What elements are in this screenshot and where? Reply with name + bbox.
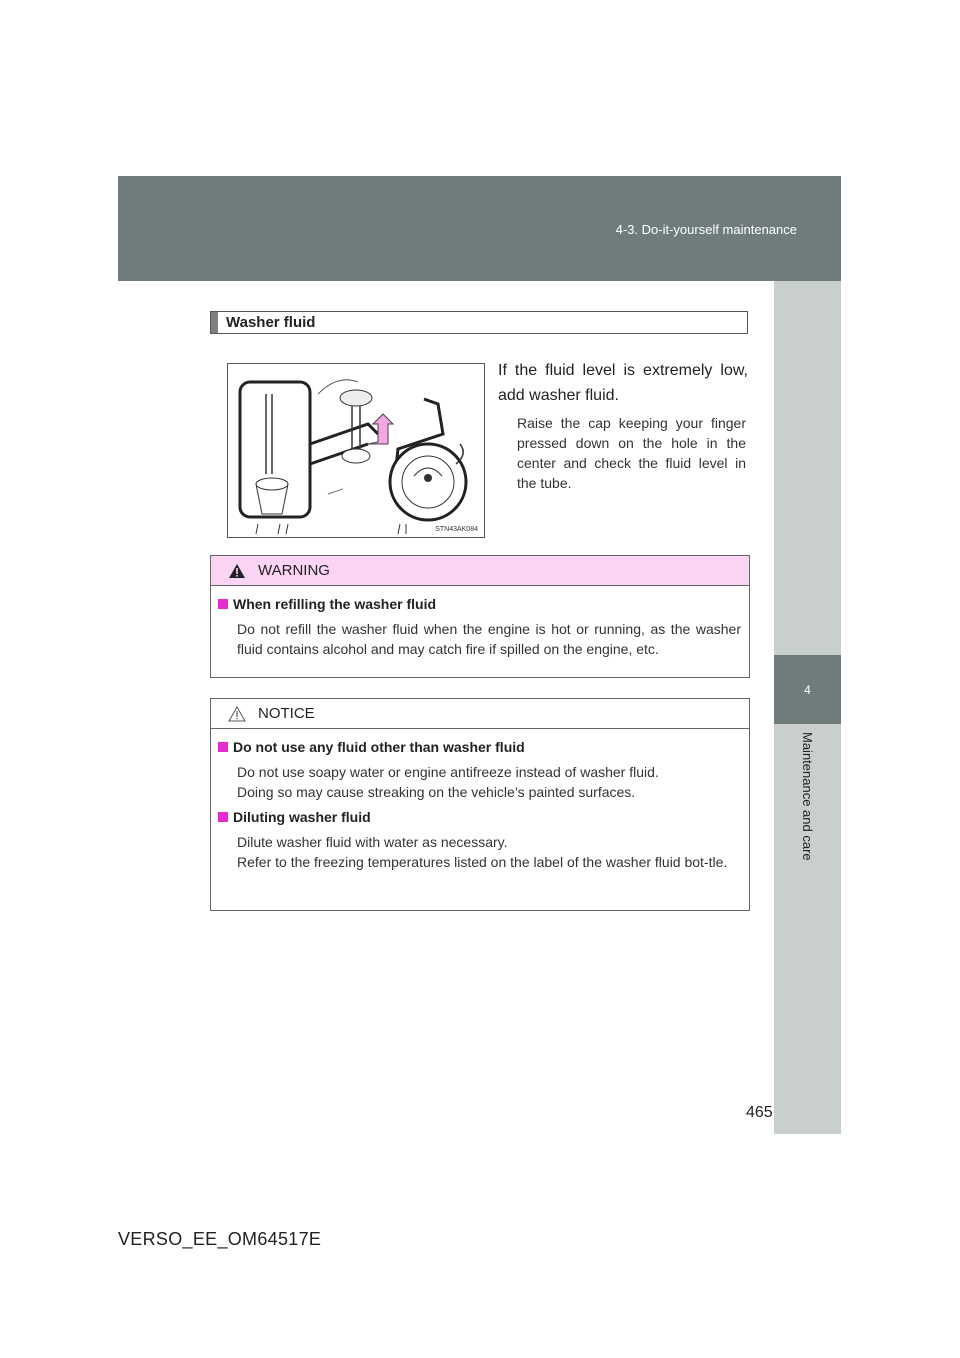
chapter-title: Maintenance and care	[800, 732, 815, 861]
warning-item-text: Do not refill the washer fluid when the engine is hot or running, as the washer fluid contains alcohol and may catch fire if spilled on the engine, etc.	[237, 621, 741, 657]
washer-fluid-illustration	[227, 363, 485, 538]
notice-box	[210, 698, 750, 911]
bullet-square-icon	[218, 812, 228, 822]
bullet-square-icon	[218, 742, 228, 752]
warning-body	[211, 586, 749, 659]
section-heading-text: Washer fluid	[226, 314, 316, 331]
warning-item-title: When refilling the washer fluid	[218, 594, 741, 614]
intro-sub: Raise the cap keeping your finger pressed down on the hole in the center and check the fluid level in the tube.	[517, 415, 746, 491]
warning-header	[211, 556, 749, 586]
intro-main: If the fluid level is extremely low, add washer fluid.	[498, 362, 748, 404]
footer-code: VERSO_EE_OM64517E	[118, 1229, 322, 1249]
notice-item-title: Diluting washer fluid	[218, 807, 741, 827]
notice-item-text: Do not use soapy water or engine antifreeze instead of washer fluid. Doing so may cause streaking on the vehicle’s painted surfaces.	[237, 764, 659, 800]
notice-label: NOTICE	[258, 705, 315, 722]
warning-label: WARNING	[258, 562, 330, 579]
notice-item-text: Dilute washer fluid with water as necessary. Refer to the freezing temperatures listed on the label of the washer fluid bot-tle.	[237, 834, 728, 870]
bullet-square-icon	[218, 599, 228, 609]
washer-cap-drawing	[228, 364, 484, 537]
caution-icon	[228, 706, 246, 722]
warning-box	[210, 555, 750, 678]
side-tab-upper	[774, 281, 841, 655]
notice-item-title: Do not use any fluid other than washer fluid	[218, 737, 741, 757]
heading-bar	[211, 312, 218, 333]
chapter-number-tab: 4	[774, 655, 841, 724]
page-number: 465	[746, 1104, 773, 1121]
notice-header	[211, 699, 749, 729]
figure-code: STN43AK084	[435, 526, 478, 533]
notice-body	[211, 729, 749, 872]
warning-icon	[228, 563, 246, 579]
section-title: 4-3. Do-it-yourself maintenance	[615, 222, 797, 237]
header-band	[118, 176, 841, 281]
section-heading	[210, 311, 748, 334]
